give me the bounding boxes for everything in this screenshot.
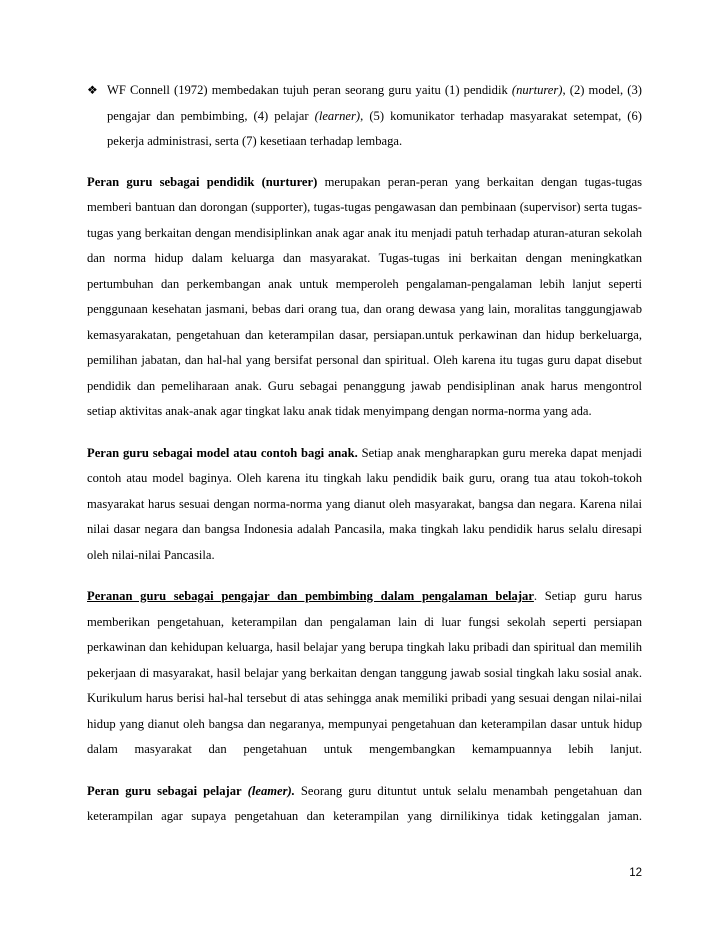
bullet-text xyxy=(107,78,642,155)
paragraph-heading: Peran guru sebagai pendidik (nurturer) xyxy=(87,174,318,189)
document-page xyxy=(87,78,642,846)
bullet-term-nurturer: (nurturer) xyxy=(511,83,563,97)
paragraph-pelajar xyxy=(87,779,642,830)
diamond-bullet-icon: ❖ xyxy=(87,83,98,97)
bullet-text-part: , (5) komunikator terhadap masyarakat setempat, (6) pekerja administrasi, serta (7) kesetiaan terhadap lembaga. xyxy=(107,108,642,148)
paragraph-body: . Setiap guru harus memberikan pengetahuan, keterampilan dan pengalaman lain di luar fungsi sekolah seperti persiapan perkawinan dan kehidupan keluarga, hasil belajar yang berupa tingkah laku pribadi dan spiritual dan memilih pekerjaan di masyarakat, hasil belajar yang berkaitan dengan tanggung jawab sosial tingkah laku sosial anak. Kurikulum harus berisi hal-hal tersebut di atas sehingga anak memiliki pribadi yang sesuai dengan nilai-nilai hidup yang dianut oleh bangsa dan negaranya, mempunyai pengetahuan dan keterampilan dasar untuk hidup dalam masyarakat dan pengetahuan untuk mengembangkan kemampuannya lebih lanjut. xyxy=(87,589,642,756)
bullet-item xyxy=(87,78,642,155)
paragraph-heading: Peran guru sebagai model atau contoh bagi anak. xyxy=(87,445,358,460)
paragraph-pengajar xyxy=(87,584,642,763)
paragraph-heading: Peran guru sebagai pelajar xyxy=(87,783,242,798)
paragraph-body: Setiap anak mengharapkan guru mereka dapat menjadi contoh atau model baginya. Oleh karena itu tingkah laku pendidik baik guru, orang tua atau tokoh-tokoh masyarakat harus sesuai dengan norma-norma yang dianut oleh masyarakat, bangsa dan negara. Karena nilai nilai dasar negara dan bangsa Indonesia adalah Pancasila, maka tingkah laku pendidik harus selalu diresapi oleh nilai-nilai Pancasila. xyxy=(87,445,642,562)
paragraph-pendidik xyxy=(87,170,642,425)
paragraph-model xyxy=(87,441,642,569)
bullet-text-part: , (2) model, (3) pengajar dan pembimbing, (4) pelajar xyxy=(107,83,642,123)
paragraph-body: Seorang guru dituntut untuk selalu menambah pengetahuan dan keterampilan agar supaya pengetahuan dan keterampilan yang dirnilikinya tidak ketinggalan jaman. xyxy=(87,783,642,823)
bullet-term-learner: (learner) xyxy=(314,108,361,123)
page-number: 12 xyxy=(629,867,642,879)
bullet-text-part: WF Connell (1972) membedakan tujuh peran seorang guru yaitu (1) pendidik xyxy=(107,83,512,97)
paragraph-heading: Peranan guru sebagai pengajar dan pembimbing dalam pengalaman belajar xyxy=(87,589,534,603)
paragraph-heading-term: (leamer). xyxy=(247,783,295,798)
paragraph-body: merupakan peran-peran yang berkaitan dengan tugas-tugas memberi bantuan dan dorongan (supporter), tugas-tugas pengawasan dan pembinaan (supervisor) serta tugas-tugas yang berkaitan dengan mendisiplinkan anak agar anak itu menjadi patuh terhadap aturan-aturan sekolah dan norma hidup dalam keluarga dan masyarakat. Tugas-tugas ini berkaitan dengan meningkatkan pertumbuhan dan perkembangan anak untuk memperoleh pengalaman-pengalaman lebih lanjut seperti penggunaan kesehatan jasmani, bebas dari orang tua, dan orang dewasa yang lain, moralitas tanggungjawab kemasyarakatan, pengetahuan dan keterampilan dasar, persiapan.untuk perkawinan dan hidup berkeluarga, pemilihan jabatan, dan hal-hal yang bersifat personal dan spiritual. Oleh karena itu tugas guru dapat disebut pendidik dan pemeliharaan anak. Guru sebagai penanggung jawab pendisiplinan anak harus mengontrol setiap aktivitas anak-anak agar tingkat laku anak tidak menyimpang dengan norma-norma yang ada. xyxy=(87,174,642,418)
